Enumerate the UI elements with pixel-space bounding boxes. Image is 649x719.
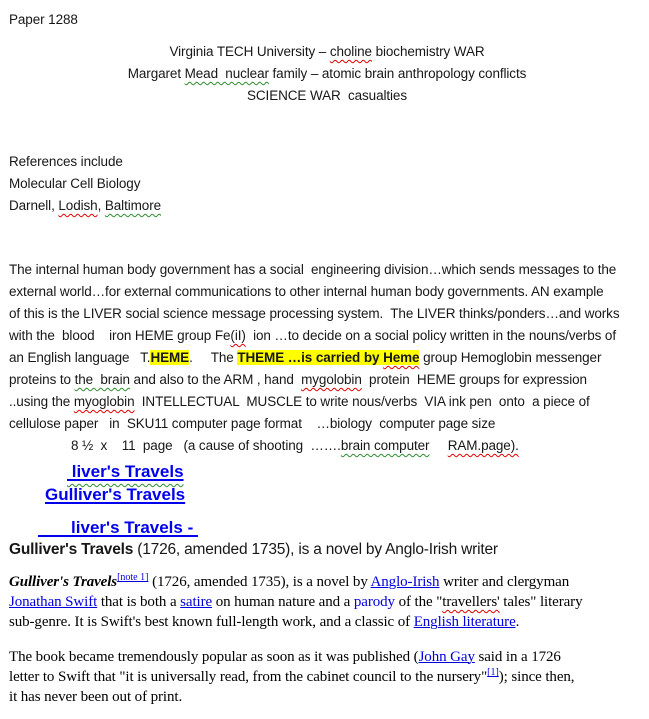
wiki-paragraph-2: [9, 647, 645, 707]
reference-line: [9, 173, 645, 195]
big-link-line: [9, 460, 645, 483]
wiki-line: [9, 612, 645, 632]
body-line: [9, 259, 645, 281]
text-run: external world…for external communications to other internal human body governments. AN example: [9, 284, 604, 299]
text-run: Darnell,: [9, 198, 59, 213]
text-run: mygolobin: [301, 372, 362, 387]
text-run: ,: [97, 198, 105, 213]
livers-travels-dash-link[interactable]: liver's Travels -: [38, 518, 198, 537]
summary-line: [9, 540, 645, 559]
anglo-irish-link[interactable]: Anglo-Irish: [370, 574, 440, 590]
summary-block: [9, 540, 645, 559]
text-run: (1726, amended 1735), is a novel by Anglo-Irish writer: [133, 541, 498, 558]
body-line: [9, 303, 645, 325]
body-line: [9, 369, 645, 391]
text-run: INTELLECTUAL MUSCLE to write nous/verbs VIA ink pen onto a piece of: [134, 394, 590, 409]
text-run: of the ": [394, 594, 443, 610]
parody-link[interactable]: parody: [353, 594, 395, 610]
title-line: [9, 41, 645, 63]
text-run: protein HEME groups for expression: [361, 372, 587, 387]
body-line: [9, 347, 645, 369]
livers-travels-link-squiggle-wrap: [67, 462, 184, 481]
text-run: Virginia TECH University –: [169, 44, 330, 59]
text-run: myoglobin: [73, 394, 135, 409]
body-line: [9, 281, 645, 303]
text-run: and also to the ARM , hand: [129, 372, 302, 387]
satire-link[interactable]: satire: [180, 594, 213, 610]
note-1-link[interactable]: [note 1]: [117, 572, 149, 583]
text-run: said in a 1726: [474, 649, 561, 665]
text-run: (iI): [230, 328, 246, 343]
wiki-line: [9, 592, 645, 612]
text-run: SCIENCE WAR casualties: [247, 88, 407, 103]
text-run: brain computer: [340, 438, 430, 453]
text-run: 8 ½ x 11 page (a cause of shooting …….: [71, 438, 341, 453]
text-run: of this is the LIVER social science message processing system. The LIVER thinks/ponders…and works: [9, 306, 620, 321]
text-run: References include: [9, 154, 123, 169]
text-run: on human nature and a: [212, 594, 354, 610]
big-link-line: [9, 516, 645, 539]
text-run: THEME …is carried by: [237, 350, 384, 365]
text-run: . The: [189, 350, 238, 365]
text-run: family – atomic brain anthropology conflicts: [268, 66, 527, 81]
paper-number-heading: Paper 1288: [9, 12, 78, 27]
text-run: Molecular Cell Biology: [9, 176, 141, 191]
text-run: the brain: [74, 372, 130, 387]
text-run: The book became tremendously popular as soon as it was published (: [9, 649, 419, 665]
text-run: group Hemoglobin messenger: [419, 350, 602, 365]
hyperlinks-block: [9, 460, 645, 539]
text-run: [429, 438, 447, 453]
text-run: biochemistry WAR: [371, 44, 485, 59]
text-run: tales" literary: [499, 594, 583, 610]
references-block: [9, 151, 645, 217]
title-line: [9, 85, 645, 107]
john-gay-link[interactable]: John Gay: [418, 649, 475, 665]
wiki-line: [9, 647, 645, 667]
body-line: [9, 413, 645, 435]
wiki-line: [9, 687, 645, 707]
text-run: Mead nuclear: [184, 66, 269, 81]
body-line: [9, 391, 645, 413]
text-run: choline: [329, 44, 372, 59]
ref-1-link[interactable]: [1]: [487, 667, 499, 678]
text-run: RAM.page).: [447, 438, 519, 453]
wiki-line: [9, 667, 645, 687]
text-run: letter to Swift that "it is universally read, from the cabinet council to the nursery": [9, 669, 488, 685]
text-run: cellulose paper in SKU11 computer page format …biology computer page size: [9, 416, 496, 431]
text-run: ..using the: [9, 394, 74, 409]
wiki-line: [9, 572, 645, 592]
text-run: that is both a: [97, 594, 181, 610]
text-run: writer and clergyman: [439, 574, 570, 590]
body-line: [9, 325, 645, 347]
text-run: proteins to: [9, 372, 75, 387]
english-literature-link[interactable]: English literature: [413, 614, 516, 630]
text-run: Gulliver's Travels: [9, 541, 134, 558]
big-link-line: [9, 483, 645, 506]
text-run: it has never been out of print.: [9, 689, 183, 705]
text-run: Lodish: [58, 198, 98, 213]
text-run: HEME: [150, 350, 190, 365]
reference-line: [9, 195, 645, 217]
text-run: Gulliver's Travels: [9, 574, 118, 590]
text-run: Margaret: [127, 66, 185, 81]
text-run: travellers': [442, 594, 500, 610]
livers-travels-link[interactable]: liver's Travels: [67, 462, 184, 481]
gullivers-travels-link[interactable]: Gulliver's Travels: [45, 485, 186, 504]
text-run: sub-genre. It is Swift's best known full-length work, and a classic of: [9, 614, 414, 630]
text-run: ); since then,: [498, 669, 575, 685]
wiki-paragraph-1: [9, 572, 645, 632]
text-run: Baltimore: [104, 198, 161, 213]
text-run: Heme: [383, 350, 420, 365]
body-paragraph: [9, 259, 645, 457]
text-run: .: [515, 614, 520, 630]
text-run: ion …to decide on a social policy written in the nouns/verbs of: [245, 328, 616, 343]
reference-line: [9, 151, 645, 173]
jonathan-swift-link[interactable]: Jonathan Swift: [9, 594, 98, 610]
text-run: an English language T.: [9, 350, 151, 365]
text-run: with the blood iron HEME group Fe: [9, 328, 231, 343]
title-line: [9, 63, 645, 85]
title-block: [9, 41, 645, 107]
text-run: (1726, amended 1735), is a novel by: [148, 574, 371, 590]
text-run: The internal human body government has a social engineering division…which sends messages to the: [9, 262, 617, 277]
body-line-indented: [9, 435, 645, 457]
